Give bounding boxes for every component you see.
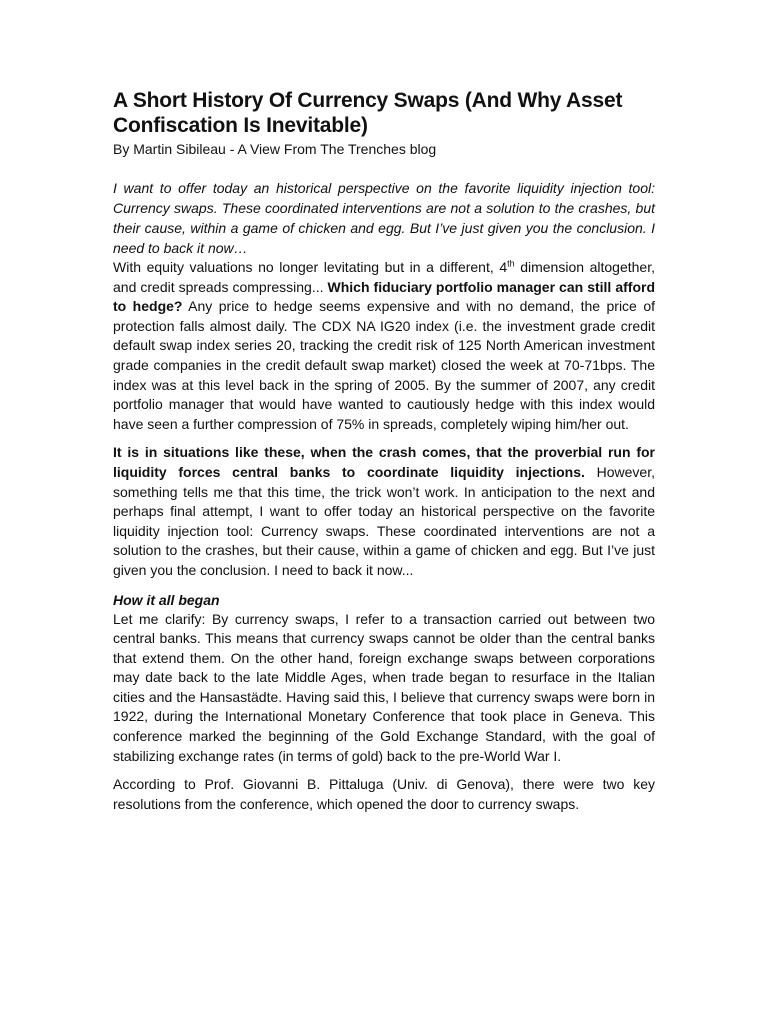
paragraph-1 (113, 258, 655, 434)
paragraph-2-rest: However, something tells me that this time, the trick won’t work. In anticipation to the next and perhaps final attempt, I want to offer today an historical perspective on the favorite liquidity injection tool: Currency swaps. These coordinated interventions are not a solution to the crashes, but their cause, within a game of chicken and egg. But I’ve just given you the conclusion. I need to back it now... (113, 463, 656, 578)
document-title: A Short History Of Currency Swaps (And Why Asset Confiscation Is Inevitable) (113, 89, 623, 137)
ordinal-superscript: th (507, 258, 515, 269)
intro-paragraph: I want to offer today an historical perspective on the favorite liquidity injection tool: Currency swaps. These coordinated interventions are not a solution to the crashes, but their cause, within a game of chicken and egg. But I’ve just given you the conclusion. I need to back it now… (113, 180, 655, 256)
paragraph-2-bold-lead: It is in situations like these, when the crash comes, that the proverbial run for liquidity forces central banks to coordinate liquidity injections. (113, 444, 655, 480)
paragraph-2 (113, 443, 655, 580)
paragraph-1-rest: Any price to hedge seems expensive and with no demand, the price of protection falls almost daily. The CDX NA IG20 index (i.e. the investment grade credit default swap index series 20, tracking the credit risk of 125 North American investment grade companies in the credit default swap market) closed the week at 70-71bps. The index was at this level back in the spring of 2005. By the summer of 2007, any credit portfolio manager that would have wanted to cautiously hedge with this index would have seen a further compression of 75% in spreads, completely wiping him/her out. (113, 298, 655, 432)
paragraph-4: According to Prof. Giovanni B. Pittaluga (Univ. di Genova), there were two key resolutions from the conference, which opened the door to currency swaps. (113, 776, 655, 812)
paragraph-1-bold-question: Which fiduciary portfolio manager can still afford to hedge? (113, 278, 655, 315)
paragraph-1-continuation: dimension altogether, and credit spreads compressing... (113, 259, 655, 295)
paragraph-3: Let me clarify: By currency swaps, I refer to a transaction carried out between two central banks. This means that currency swaps cannot be older than the central banks that extend them. On the other hand, foreign exchange swaps between corporations may date back to the late Middle Ages, when trade began to resurface in the Italian cities and the Hansastädte. Having said this, I believe that currency swaps were born in 1922, during the International Monetary Conference that took place in Geneva. This conference marked the beginning of the Gold Exchange Standard, with the goal of stabilizing exchange rates (in terms of gold) back to the pre-World War I. (113, 610, 655, 764)
section-heading: How it all began (113, 591, 220, 608)
document-page (113, 88, 655, 814)
paragraph-1-lead: With equity valuations no longer levitating but in a different, 4 (113, 259, 508, 275)
byline: By Martin Sibileau - A View From The Trenches blog (113, 141, 437, 157)
